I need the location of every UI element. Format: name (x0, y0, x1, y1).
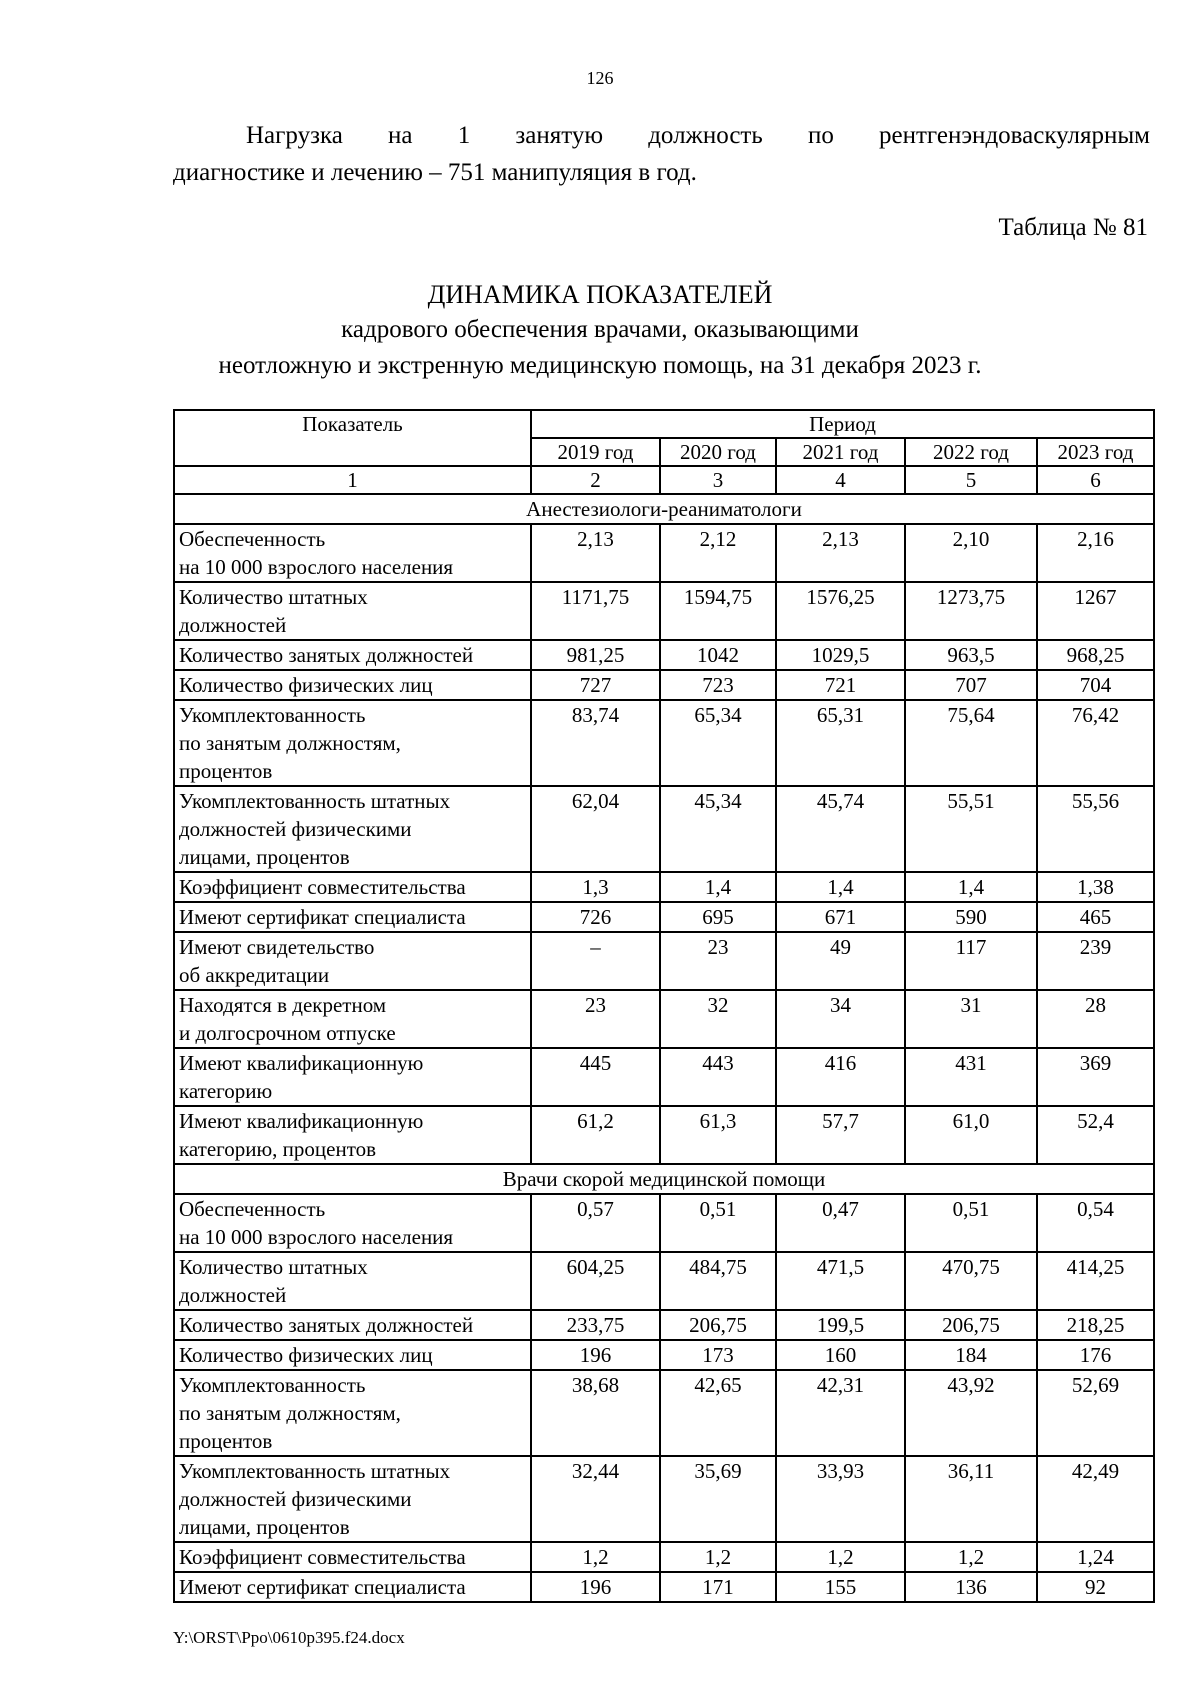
row-label: Количество штатных должностей (174, 1252, 531, 1310)
value-cell: 55,51 (905, 786, 1037, 872)
table-row (174, 524, 1154, 582)
value-cell: 42,65 (660, 1370, 776, 1456)
page-number: 126 (586, 68, 614, 88)
value-cell: 176 (1037, 1340, 1154, 1370)
value-cell: 1,2 (531, 1542, 660, 1572)
value-cell: 32 (660, 990, 776, 1048)
row-label: Находятся в декретном и долгосрочном отпуске (174, 990, 531, 1048)
value-cell: 42,49 (1037, 1456, 1154, 1542)
value-cell: 723 (660, 670, 776, 700)
value-cell: 1,3 (531, 872, 660, 902)
value-cell: 1,4 (905, 872, 1037, 902)
row-label: Количество занятых должностей (174, 640, 531, 670)
column-number-row (174, 466, 1154, 494)
value-cell: 604,25 (531, 1252, 660, 1310)
column-number: 2 (531, 466, 660, 494)
value-cell: 1594,75 (660, 582, 776, 640)
value-cell: 76,42 (1037, 700, 1154, 786)
table-title: ДИНАМИКА ПОКАЗАТЕЛЕЙ (427, 280, 773, 309)
value-cell: 1,4 (660, 872, 776, 902)
column-number: 6 (1037, 466, 1154, 494)
table-row (174, 1542, 1154, 1572)
value-cell: 2,13 (776, 524, 905, 582)
value-cell: 2,13 (531, 524, 660, 582)
value-cell: 52,4 (1037, 1106, 1154, 1164)
column-number: 5 (905, 466, 1037, 494)
value-cell: 92 (1037, 1572, 1154, 1602)
table-subtitle-1: кадрового обеспечения врачами, оказывающими (341, 316, 859, 343)
value-cell: 471,5 (776, 1252, 905, 1310)
intro-line-1 (173, 117, 1150, 154)
row-label: Имеют сертификат специалиста (174, 1572, 531, 1602)
value-cell: 431 (905, 1048, 1037, 1106)
value-cell: 2,10 (905, 524, 1037, 582)
value-cell: 1,2 (905, 1542, 1037, 1572)
value-cell: 707 (905, 670, 1037, 700)
table-row (174, 932, 1154, 990)
table-row (174, 786, 1154, 872)
value-cell: 414,25 (1037, 1252, 1154, 1310)
table-row (174, 902, 1154, 932)
intro-word: должность (648, 122, 763, 149)
value-cell: 671 (776, 902, 905, 932)
value-cell: 704 (1037, 670, 1154, 700)
value-cell: 1171,75 (531, 582, 660, 640)
row-label: Коэффициент совместительства (174, 872, 531, 902)
row-label: Количество штатных должностей (174, 582, 531, 640)
row-label: Имеют квалификационную категорию, процентов (174, 1106, 531, 1164)
table-row (174, 1456, 1154, 1542)
value-cell: 45,74 (776, 786, 905, 872)
table-row (174, 582, 1154, 640)
value-cell: 416 (776, 1048, 905, 1106)
row-label: Коэффициент совместительства (174, 1542, 531, 1572)
intro-word: на (388, 122, 413, 149)
value-cell: 727 (531, 670, 660, 700)
intro-word: по (807, 122, 834, 149)
value-cell: 1,2 (776, 1542, 905, 1572)
header-year: 2020 год (660, 438, 776, 466)
table-row (174, 1572, 1154, 1602)
value-cell: 34 (776, 990, 905, 1048)
value-cell: 65,34 (660, 700, 776, 786)
value-cell: – (531, 932, 660, 990)
header-year: 2019 год (531, 438, 660, 466)
value-cell: 173 (660, 1340, 776, 1370)
intro-word: занятую (515, 122, 603, 149)
table-subtitle-2: неотложную и экстренную медицинскую помощь, на 31 декабря 2023 г. (218, 352, 982, 379)
row-label: Имеют свидетельство об аккредитации (174, 932, 531, 990)
value-cell: 443 (660, 1048, 776, 1106)
value-cell: 23 (660, 932, 776, 990)
table-number: Таблица № 81 (998, 214, 1148, 241)
value-cell: 1576,25 (776, 582, 905, 640)
row-label: Количество занятых должностей (174, 1310, 531, 1340)
value-cell: 968,25 (1037, 640, 1154, 670)
header-year: 2022 год (905, 438, 1037, 466)
value-cell: 35,69 (660, 1456, 776, 1542)
header-indicator: Показатель (174, 410, 531, 466)
table-row (174, 1106, 1154, 1164)
value-cell: 55,56 (1037, 786, 1154, 872)
value-cell: 233,75 (531, 1310, 660, 1340)
table-row (174, 1310, 1154, 1340)
value-cell: 1,2 (660, 1542, 776, 1572)
table-row (174, 1194, 1154, 1252)
value-cell: 196 (531, 1340, 660, 1370)
value-cell: 33,93 (776, 1456, 905, 1542)
indicators-table (173, 409, 1155, 1603)
value-cell: 62,04 (531, 786, 660, 872)
value-cell: 196 (531, 1572, 660, 1602)
value-cell: 963,5 (905, 640, 1037, 670)
section-title: Анестезиологи-реаниматологи (174, 494, 1154, 524)
table-row (174, 670, 1154, 700)
table-row (174, 1252, 1154, 1310)
value-cell: 42,31 (776, 1370, 905, 1456)
section-title: Врачи скорой медицинской помощи (174, 1164, 1154, 1194)
value-cell: 52,69 (1037, 1370, 1154, 1456)
value-cell: 31 (905, 990, 1037, 1048)
value-cell: 0,51 (660, 1194, 776, 1252)
value-cell: 369 (1037, 1048, 1154, 1106)
value-cell: 32,44 (531, 1456, 660, 1542)
value-cell: 28 (1037, 990, 1154, 1048)
table-row (174, 1048, 1154, 1106)
value-cell: 0,47 (776, 1194, 905, 1252)
column-number: 4 (776, 466, 905, 494)
value-cell: 61,2 (531, 1106, 660, 1164)
header-year: 2021 год (776, 438, 905, 466)
value-cell: 484,75 (660, 1252, 776, 1310)
row-label: Обеспеченность на 10 000 взрослого населения (174, 524, 531, 582)
column-number: 3 (660, 466, 776, 494)
value-cell: 2,12 (660, 524, 776, 582)
value-cell: 75,64 (905, 700, 1037, 786)
value-cell: 117 (905, 932, 1037, 990)
value-cell: 171 (660, 1572, 776, 1602)
value-cell: 49 (776, 932, 905, 990)
value-cell: 218,25 (1037, 1310, 1154, 1340)
value-cell: 445 (531, 1048, 660, 1106)
table-row (174, 1370, 1154, 1456)
value-cell: 239 (1037, 932, 1154, 990)
value-cell: 465 (1037, 902, 1154, 932)
column-number: 1 (174, 466, 531, 494)
value-cell: 206,75 (905, 1310, 1037, 1340)
value-cell: 206,75 (660, 1310, 776, 1340)
value-cell: 43,92 (905, 1370, 1037, 1456)
value-cell: 1,4 (776, 872, 905, 902)
row-label: Количество физических лиц (174, 670, 531, 700)
header-period: Период (531, 410, 1154, 438)
value-cell: 57,7 (776, 1106, 905, 1164)
value-cell: 199,5 (776, 1310, 905, 1340)
value-cell: 0,51 (905, 1194, 1037, 1252)
value-cell: 65,31 (776, 700, 905, 786)
row-label: Количество физических лиц (174, 1340, 531, 1370)
table-row (174, 872, 1154, 902)
value-cell: 83,74 (531, 700, 660, 786)
value-cell: 1029,5 (776, 640, 905, 670)
section-header-row (174, 494, 1154, 524)
table-row (174, 990, 1154, 1048)
row-label: Укомплектованность по занятым должностям, процентов (174, 1370, 531, 1456)
value-cell: 1267 (1037, 582, 1154, 640)
value-cell: 155 (776, 1572, 905, 1602)
value-cell: 981,25 (531, 640, 660, 670)
header-year: 2023 год (1037, 438, 1154, 466)
value-cell: 470,75 (905, 1252, 1037, 1310)
section-header-row (174, 1164, 1154, 1194)
value-cell: 160 (776, 1340, 905, 1370)
row-label: Обеспеченность на 10 000 взрослого населения (174, 1194, 531, 1252)
row-label: Имеют сертификат специалиста (174, 902, 531, 932)
row-label: Укомплектованность штатных должностей физическими лицами, процентов (174, 786, 531, 872)
intro-word: рентгенэндоваскулярным (879, 122, 1150, 149)
value-cell: 695 (660, 902, 776, 932)
intro-line-2: диагностике и лечению – 751 манипуляция в год. (173, 159, 697, 186)
value-cell: 1042 (660, 640, 776, 670)
value-cell: 184 (905, 1340, 1037, 1370)
value-cell: 1,24 (1037, 1542, 1154, 1572)
file-path-footer: Y:\ORST\Ppo\0610p395.f24.docx (173, 1628, 405, 1647)
value-cell: 38,68 (531, 1370, 660, 1456)
value-cell: 726 (531, 902, 660, 932)
row-label: Укомплектованность штатных должностей физическими лицами, процентов (174, 1456, 531, 1542)
table-body (174, 410, 1154, 1602)
value-cell: 23 (531, 990, 660, 1048)
value-cell: 1273,75 (905, 582, 1037, 640)
table-row (174, 700, 1154, 786)
value-cell: 61,0 (905, 1106, 1037, 1164)
value-cell: 590 (905, 902, 1037, 932)
table-row (174, 640, 1154, 670)
value-cell: 0,57 (531, 1194, 660, 1252)
table-row (174, 1340, 1154, 1370)
intro-paragraph (173, 117, 1150, 191)
header-row (174, 410, 1154, 438)
intro-word: Нагрузка (246, 122, 343, 149)
value-cell: 61,3 (660, 1106, 776, 1164)
value-cell: 1,38 (1037, 872, 1154, 902)
row-label: Имеют квалификационную категорию (174, 1048, 531, 1106)
value-cell: 45,34 (660, 786, 776, 872)
row-label: Укомплектованность по занятым должностям, процентов (174, 700, 531, 786)
value-cell: 136 (905, 1572, 1037, 1602)
value-cell: 2,16 (1037, 524, 1154, 582)
value-cell: 36,11 (905, 1456, 1037, 1542)
value-cell: 721 (776, 670, 905, 700)
value-cell: 0,54 (1037, 1194, 1154, 1252)
intro-word: 1 (457, 122, 471, 149)
